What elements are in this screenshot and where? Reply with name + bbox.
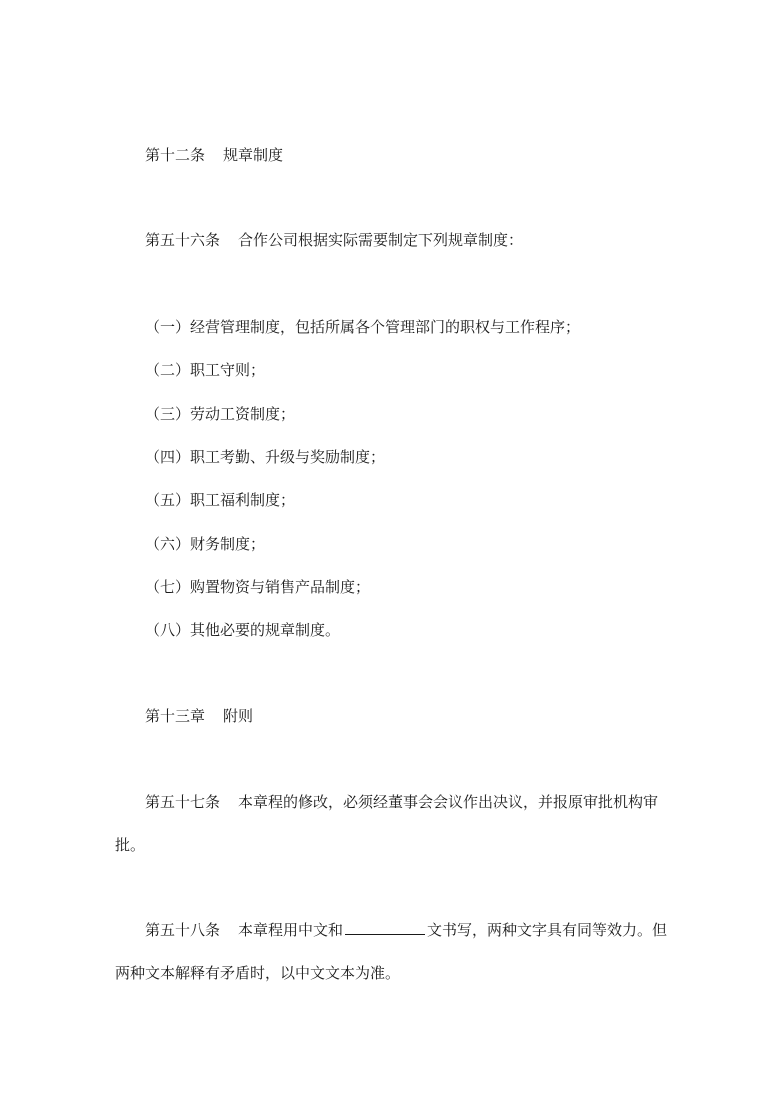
article-12-number: 第十二条: [145, 146, 206, 164]
article-12-title: 规章制度: [223, 146, 284, 164]
rule-item-7: （七）购置物资与销售产品制度；: [145, 578, 371, 596]
article-58-number: 第五十八条: [145, 921, 221, 939]
article-56-number: 第五十六条: [145, 231, 221, 249]
rule-item-3: （三）劳动工资制度；: [145, 405, 296, 423]
article-57-line-2: 批。: [115, 836, 146, 854]
article-56-text: 合作公司根据实际需要制定下列规章制度：: [238, 231, 524, 249]
article-57-text: 本章程的修改，必须经董事会会议作出决议，并报原审批机构审: [238, 793, 659, 811]
chapter-13-number: 第十三章: [145, 707, 206, 725]
chapter-13-title: 附则: [223, 707, 254, 725]
article-58-text-before: 本章程用中文和: [238, 921, 344, 939]
rule-item-5: （五）职工福利制度；: [145, 491, 296, 509]
fill-in-blank: [345, 920, 425, 935]
article-12-heading: [145, 145, 283, 165]
rule-item-6: （六）财务制度；: [145, 535, 266, 553]
article-58-line-1: [145, 920, 667, 940]
rule-item-1: （一）经营管理制度，包括所属各个管理部门的职权与工作程序；: [145, 318, 581, 336]
rule-item-8: （八）其他必要的规章制度。: [145, 621, 341, 639]
article-57-number: 第五十七条: [145, 793, 221, 811]
article-56: [145, 230, 523, 250]
article-57-line-1: [145, 792, 658, 812]
article-58-text-after: 文书写，两种文字具有同等效力。但: [427, 921, 668, 939]
rule-item-2: （二）职工守则；: [145, 361, 266, 379]
article-58-line-2: 两种文本解释有矛盾时，以中文文本为准。: [115, 964, 401, 982]
rule-item-4: （四）职工考勤、升级与奖励制度；: [145, 448, 386, 466]
chapter-13-heading: [145, 706, 253, 726]
